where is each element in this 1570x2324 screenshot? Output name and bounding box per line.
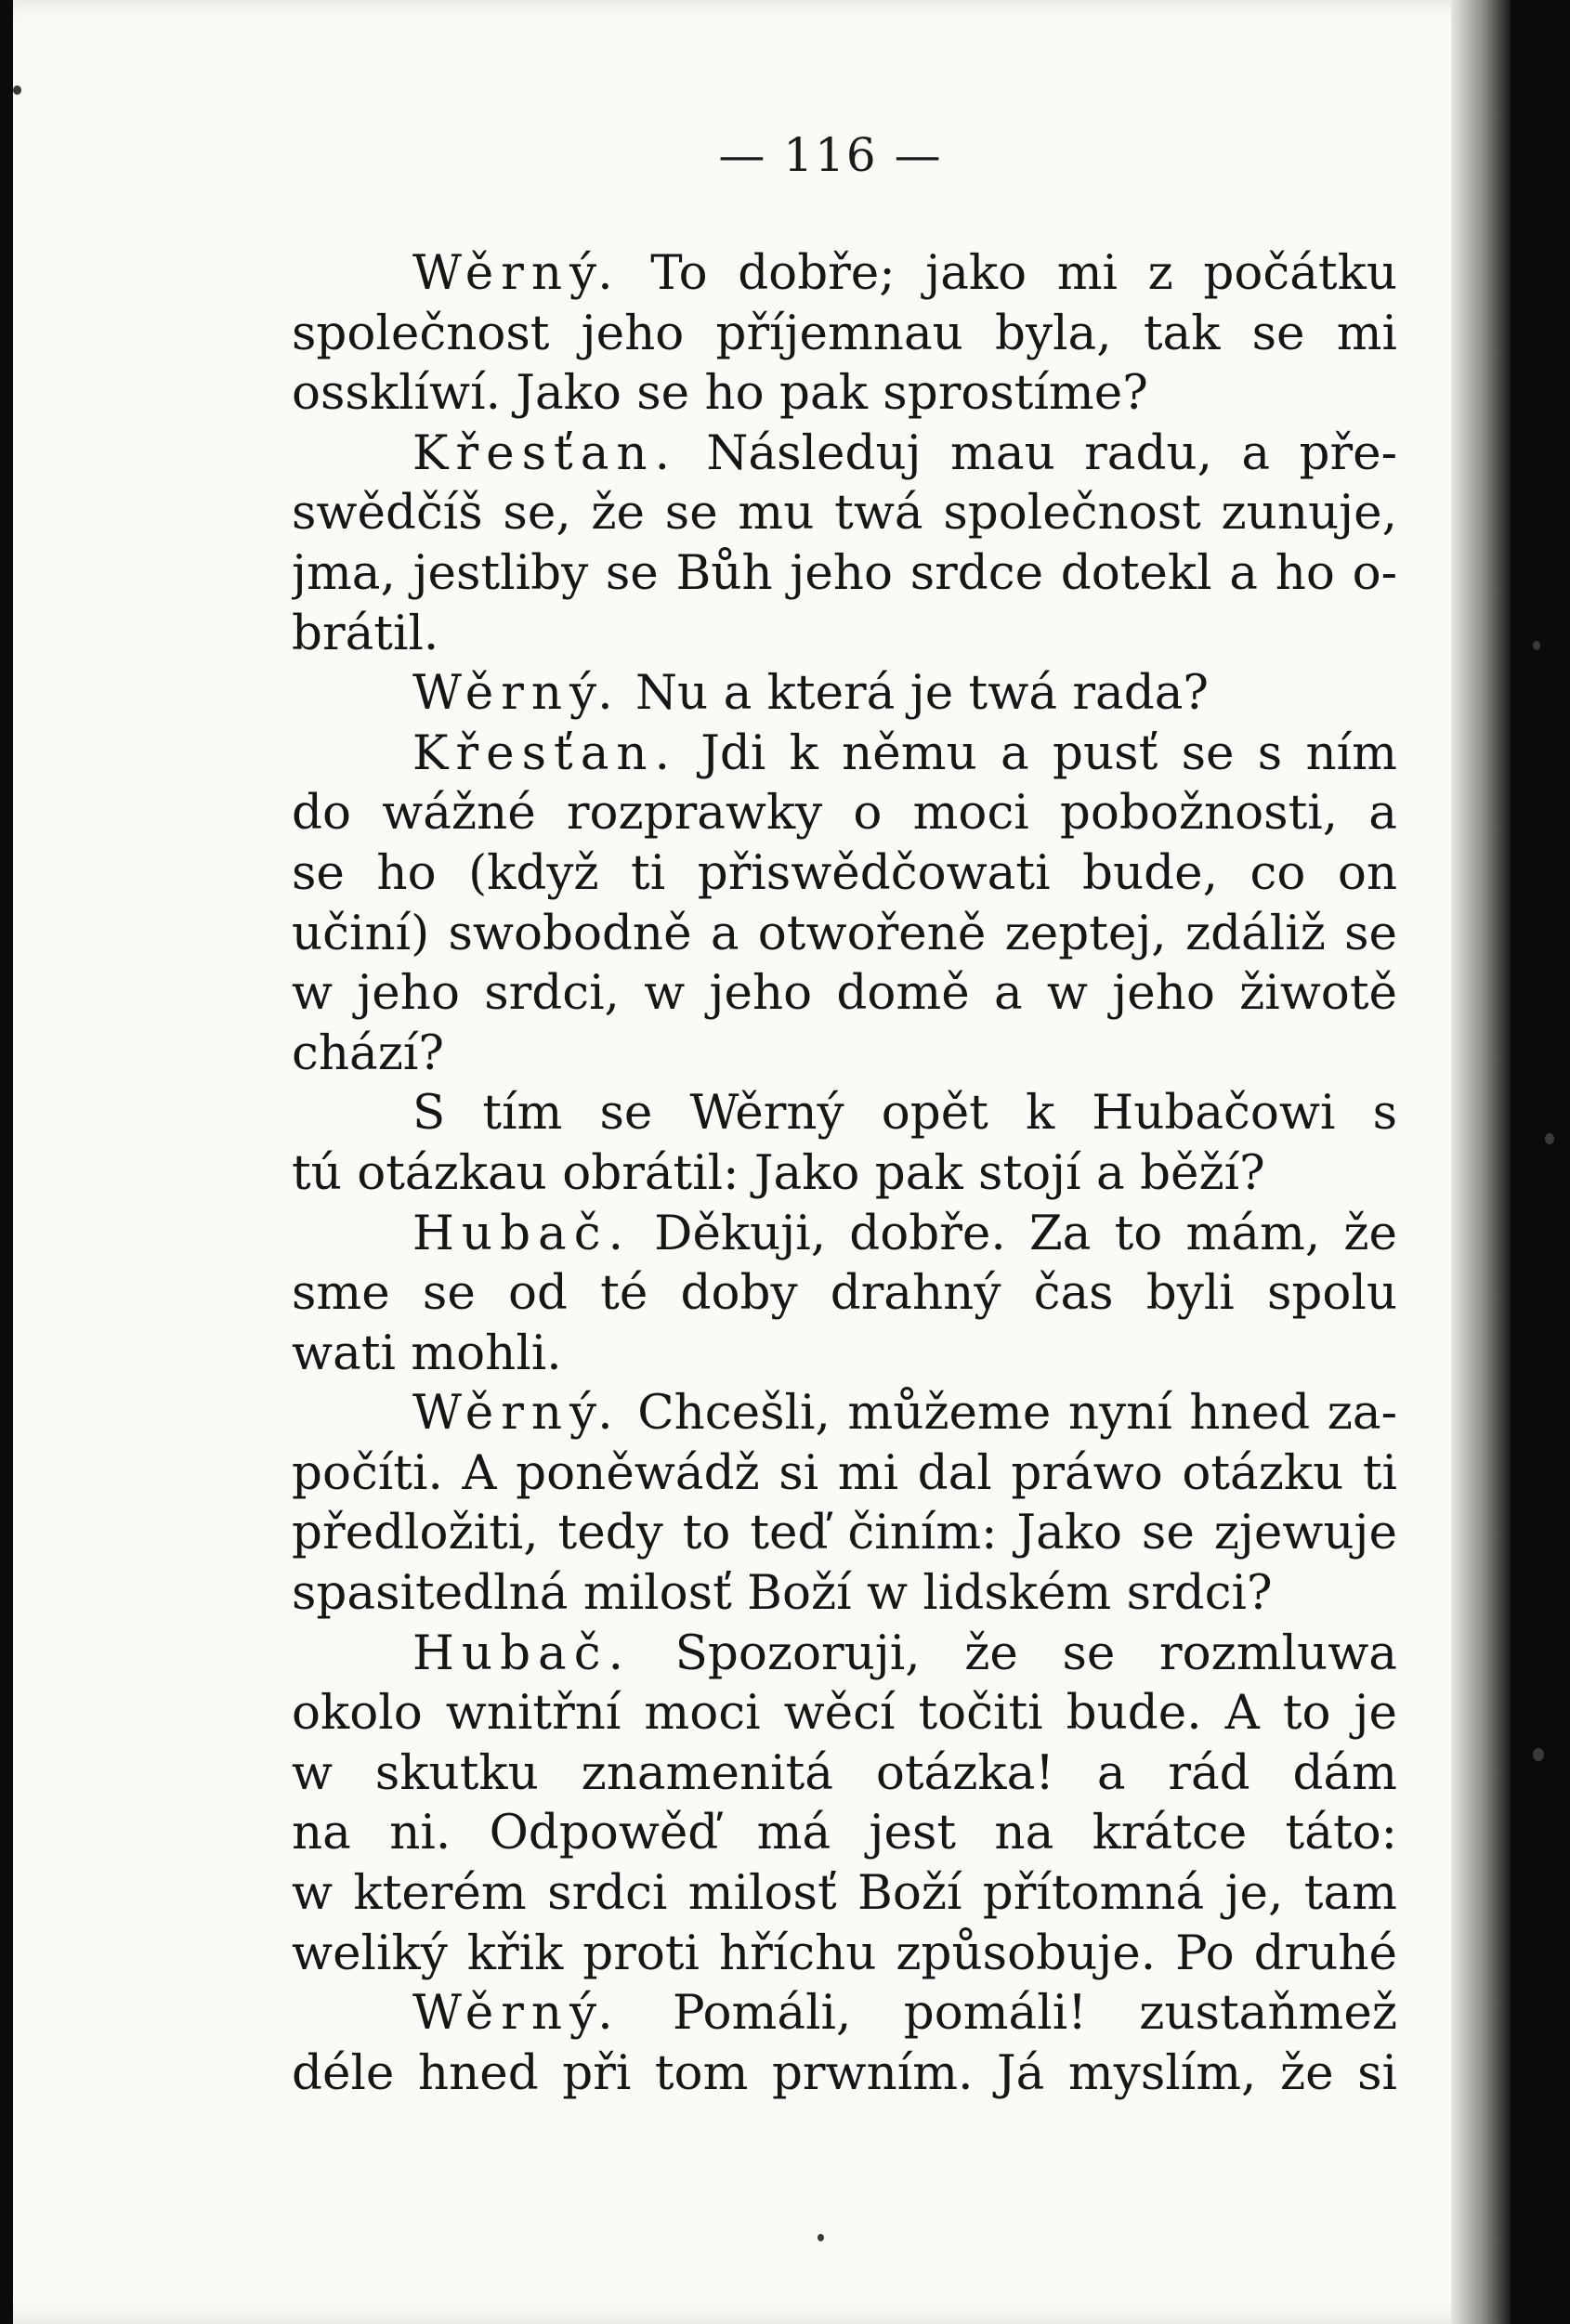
speaker-name: Wěrný. bbox=[412, 245, 621, 301]
line-text: w skutku znamenitá otázka! a rád dám bbox=[292, 1744, 1397, 1801]
speaker-name: Hubač. bbox=[412, 1205, 631, 1261]
text-line bbox=[292, 904, 1397, 964]
text-line bbox=[292, 1503, 1397, 1563]
text-line bbox=[292, 1863, 1397, 1924]
line-text: Děkuji, dobře. Za to mám, že bbox=[630, 1205, 1397, 1261]
line-text: Pomáli, pomáli! zustaňmež bbox=[672, 1985, 1397, 2042]
line-text: počíti. A poněwádž si mi dal práwo otázku ti bbox=[292, 1444, 1397, 1501]
line-text: chází? bbox=[292, 1025, 444, 1081]
line-text: ossklíwí. Jako se ho pak sprostíme? bbox=[292, 365, 1148, 422]
text-line bbox=[292, 243, 1397, 304]
line-text: wati mohli. bbox=[292, 1325, 562, 1381]
line-text: předložiti, tedy to teď činím: Jako se zjewuje bbox=[292, 1505, 1397, 1561]
line-text: se ho (když ti přiswědčowati bude, co on bbox=[292, 844, 1397, 901]
text-line bbox=[292, 724, 1397, 784]
speaker-name: Křesťan. bbox=[412, 424, 677, 481]
speaker-name: Wěrný. bbox=[412, 1985, 621, 2042]
line-text: w kterém srdci milosť Boží přítomná je, tam bbox=[292, 1865, 1397, 1922]
text-line bbox=[292, 783, 1397, 843]
speaker-name: Wěrný. bbox=[412, 1385, 621, 1442]
line-text: weliký křik proti hříchu způsobuje. Po druhé bbox=[292, 1925, 1397, 1981]
line-text: Chcešli, můžeme nyní hned za- bbox=[620, 1385, 1397, 1442]
text-line bbox=[292, 424, 1397, 484]
line-text: jma, jestliby se Bůh jeho srdce dotekl a ho o- bbox=[292, 544, 1397, 601]
text-line bbox=[292, 1024, 1397, 1084]
speaker-name: Hubač. bbox=[412, 1625, 631, 1681]
line-text: společnost jeho příjemnau byla, tak se mi bbox=[292, 305, 1397, 361]
text-line bbox=[292, 963, 1397, 1024]
text-line bbox=[292, 1983, 1397, 2043]
text-line bbox=[292, 1263, 1397, 1324]
speaker-name: Wěrný. bbox=[412, 665, 621, 722]
book-page bbox=[13, 0, 1511, 2324]
text-line bbox=[292, 604, 1397, 664]
text-line bbox=[292, 1443, 1397, 1504]
page-number: — 116 — bbox=[718, 128, 943, 182]
ink-speck bbox=[13, 85, 21, 95]
text-line bbox=[292, 1803, 1397, 1863]
text-line bbox=[292, 543, 1397, 604]
text-line bbox=[292, 663, 1397, 724]
line-text: To dobře; jako mi z počátku bbox=[620, 245, 1397, 301]
line-text: w jeho srdci, w jeho domě a w jeho žiwotě bbox=[292, 965, 1397, 1022]
line-text: déle hned při tom prwním. Já myslím, že si bbox=[292, 2044, 1397, 2101]
speaker-name: Křesťan. bbox=[412, 725, 677, 781]
text-line bbox=[292, 1924, 1397, 1984]
ink-speck bbox=[818, 2234, 824, 2241]
line-text: okolo wnitřní moci wěcí točiti bude. A to je bbox=[292, 1685, 1397, 1742]
line-text: tú otázkau obrátil: Jako pak stojí a běží? bbox=[292, 1144, 1265, 1201]
text-line bbox=[292, 363, 1397, 424]
ink-speck bbox=[1533, 641, 1540, 650]
text-line bbox=[292, 1683, 1397, 1743]
ink-speck bbox=[1545, 1133, 1554, 1144]
line-text: Následuj mau radu, a pře- bbox=[676, 424, 1397, 481]
text-line bbox=[292, 1743, 1397, 1804]
text-line bbox=[292, 304, 1397, 364]
line-text: do wážné rozprawky o moci pobožnosti, a bbox=[292, 785, 1397, 842]
body-text bbox=[292, 243, 1397, 2103]
line-text: sme se od té doby drahný čas byli spolu bbox=[292, 1265, 1397, 1322]
text-line bbox=[292, 1143, 1397, 1204]
text-line bbox=[292, 843, 1397, 904]
line-text: Jdi k němu a pusť se s ním bbox=[676, 725, 1397, 781]
text-line bbox=[292, 1624, 1397, 1684]
page-edge-shadow bbox=[1451, 0, 1511, 2324]
text-line bbox=[292, 483, 1397, 543]
line-text: brátil. bbox=[292, 605, 439, 661]
text-line bbox=[292, 1083, 1397, 1143]
line-text: S tím se Wěrný opět k Hubačowi s bbox=[412, 1085, 1397, 1142]
text-line bbox=[292, 2043, 1397, 2104]
text-line bbox=[292, 1383, 1397, 1443]
ink-speck bbox=[1533, 1748, 1544, 1761]
line-text: učiní) swobodně a otwořeně zeptej, zdáliž se bbox=[292, 905, 1397, 961]
text-line bbox=[292, 1563, 1397, 1624]
line-text: Spozoruji, že se rozmluwa bbox=[674, 1625, 1397, 1681]
line-text: spasitedlná milosť Boží w lidském srdci? bbox=[292, 1565, 1273, 1622]
text-line bbox=[292, 1204, 1397, 1264]
line-text: na ni. Odpowěď má jest na krátce táto: bbox=[292, 1805, 1397, 1861]
line-text: swědčíš se, že se mu twá společnost zunuje, bbox=[292, 485, 1397, 542]
line-text: Nu a která je twá rada? bbox=[620, 665, 1210, 722]
text-line bbox=[292, 1324, 1397, 1384]
